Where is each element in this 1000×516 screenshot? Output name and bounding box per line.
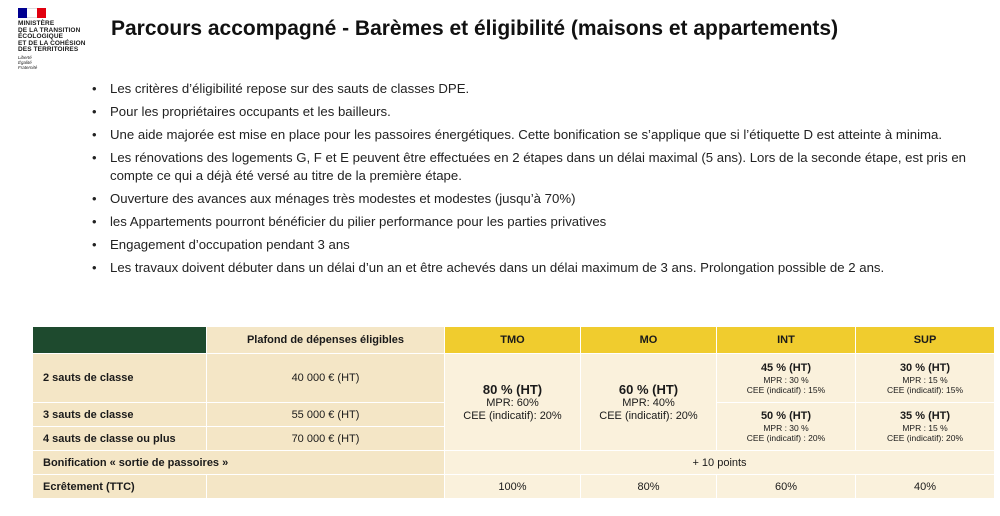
flag-red: [37, 8, 46, 18]
header-int: INT: [717, 327, 856, 354]
ministry-line: DES TERRITOIRES: [18, 46, 79, 54]
int-3-mpr: MPR : 30 %: [763, 423, 809, 433]
sup-3-mpr: MPR : 15 %: [902, 423, 948, 433]
ministry-name: [18, 21, 88, 54]
ministry-line: ET DE LA COHÉSION: [18, 39, 86, 47]
list-item: • les Appartements pourront bénéficier du pilier performance pour les parties privatives: [92, 213, 972, 231]
list-item: • Une aide majorée est mise en place pour les passoires énergétiques. Cette bonification se s’applique que si l’étiquette D est atteinte à minima.: [92, 126, 972, 144]
header-plafond: Plafond de dépenses éligibles: [207, 327, 445, 354]
int-3-sauts-cell: [717, 403, 856, 451]
motto-line: Égalité: [18, 59, 32, 65]
bonification-label: Bonification « sortie de passoires »: [33, 451, 445, 475]
flag-white: [27, 8, 36, 18]
table-row: [33, 354, 995, 403]
sup-2-sauts-cell: [856, 354, 995, 403]
mo-mpr: MPR: 40%: [622, 396, 675, 409]
ministry-logo: [18, 8, 88, 70]
table-row: [33, 451, 995, 475]
sup-3-rate: 35 % (HT): [899, 410, 951, 422]
page-title: Parcours accompagné - Barèmes et éligibilité (maisons et appartements): [111, 17, 839, 40]
sup-2-mpr: MPR : 15 %: [902, 374, 948, 385]
motto-line: Liberté: [18, 54, 32, 60]
row-label-4-sauts: 4 sauts de classe ou plus: [33, 427, 207, 451]
ministry-line: DE LA TRANSITION: [18, 26, 81, 34]
int-3-rate: 50 % (HT): [760, 410, 812, 422]
list-item: • Les rénovations des logements G, F et E peuvent être effectuées en 2 étapes dans un délai maximal (5 ans). Lors de la seconde étape, est pris en compte ce qui a déjà été versé au titre de la première étape.: [92, 149, 972, 185]
list-item: • Pour les propriétaires occupants et les bailleurs.: [92, 103, 972, 121]
mo-cee: CEE (indicatif): 20%: [599, 409, 698, 422]
ecretement-tmo: 100%: [445, 475, 581, 499]
mo-rate: 60 % (HT): [618, 381, 679, 397]
int-2-rate: 45 % (HT): [760, 361, 812, 374]
tmo-rate: 80 % (HT): [482, 381, 543, 397]
sup-2-cee: CEE (indicatif): 15%: [886, 384, 964, 395]
table-row: [33, 475, 995, 499]
eligibility-table: [32, 326, 995, 499]
plafond-2-sauts: 40 000 € (HT): [207, 354, 445, 403]
plafond-4-sauts: 70 000 € (HT): [207, 427, 445, 451]
sup-3-cee: CEE (indicatif): 20%: [886, 433, 964, 443]
republic-motto: [18, 56, 88, 70]
header-tmo: TMO: [445, 327, 581, 354]
header-mo: MO: [581, 327, 717, 354]
int-2-mpr: MPR : 30 %: [763, 374, 809, 385]
criteria-list: [92, 80, 972, 282]
ecretement-mo: 80%: [581, 475, 717, 499]
sup-3-sauts-cell: [856, 403, 995, 451]
list-item: • Les travaux doivent débuter dans un délai d’un an et être achevés dans un délai maximum de 3 ans. Prolongation possible de 2 ans.: [92, 259, 972, 277]
int-2-sauts-cell: [717, 354, 856, 403]
ecretement-sup: 40%: [856, 475, 995, 499]
header-corner: [33, 327, 207, 354]
tmo-mpr: MPR: 60%: [486, 396, 539, 409]
flag-blue: [18, 8, 27, 18]
sup-2-rate: 30 % (HT): [899, 361, 951, 374]
french-flag-icon: [18, 8, 46, 18]
ministry-line: ÉCOLOGIQUE: [18, 33, 64, 41]
plafond-3-sauts: 55 000 € (HT): [207, 403, 445, 427]
header-sup: SUP: [856, 327, 995, 354]
int-3-cee: CEE (indicatif) : 20%: [746, 433, 826, 443]
ecretement-int: 60%: [717, 475, 856, 499]
int-2-cee: CEE (indicatif) : 15%: [746, 384, 826, 395]
mo-cell: [581, 354, 717, 451]
row-label-3-sauts: 3 sauts de classe: [33, 403, 207, 427]
row-label-2-sauts: 2 sauts de classe: [33, 354, 207, 403]
list-item: • Les critères d’éligibilité repose sur des sauts de classes DPE.: [92, 80, 972, 98]
ecretement-label: Ecrêtement (TTC): [33, 475, 207, 499]
ministry-line: MINISTÈRE: [18, 20, 55, 27]
list-item: • Engagement d’occupation pendant 3 ans: [92, 236, 972, 254]
tmo-cee: CEE (indicatif): 20%: [463, 409, 562, 422]
bonification-value: + 10 points: [445, 451, 995, 475]
table-header-row: [33, 327, 995, 354]
ecretement-plafond-empty: [207, 475, 445, 499]
list-item: • Ouverture des avances aux ménages très modestes et modestes (jusqu’à 70%): [92, 190, 972, 208]
tmo-cell: [445, 354, 581, 451]
motto-line: Fraternité: [18, 64, 38, 70]
